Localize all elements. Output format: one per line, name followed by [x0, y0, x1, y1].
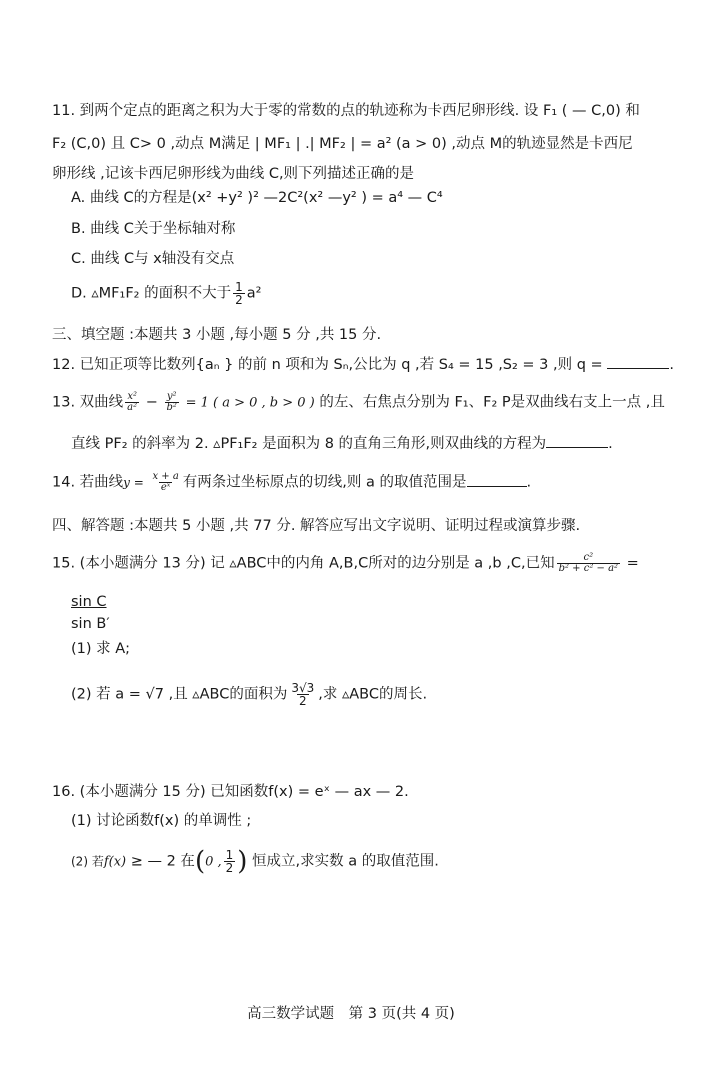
q13-condition: = 1 ( a > 0 , b > 0 ): [185, 395, 315, 411]
q15-part1: (1) 求 A;: [71, 641, 131, 657]
q15-sin-b: sin B′: [71, 616, 110, 632]
fraction-numerator: c²: [583, 552, 594, 563]
q12-line: [52, 355, 674, 375]
fraction-denominator: eˣ: [160, 482, 171, 493]
section-4-heading: 四、解答题 :本题共 5 小题 ,共 77 分. 解答应写出文字说明、证明过程或演算步骤.: [52, 518, 581, 534]
close-paren: ): [237, 846, 248, 877]
q11-option-b: B. 曲线 C关于坐标轴对称: [71, 221, 236, 237]
q13-answer-blank[interactable]: [546, 435, 608, 448]
q15-line1: [52, 553, 639, 574]
q14-fraction: [150, 472, 180, 493]
page-footer: 高三数学试题 第 3 页(共 4 页): [247, 1006, 455, 1022]
fraction-denominator: 2: [225, 861, 234, 875]
q11-option-d-fraction: [233, 281, 245, 306]
q14-answer-blank[interactable]: [467, 478, 527, 487]
fraction-denominator: b² + c² − a²: [558, 563, 619, 574]
fraction-denominator: 2: [235, 293, 243, 307]
q15-fraction: [557, 553, 620, 574]
fraction-numerator: x²: [127, 391, 137, 402]
fraction-denominator: a²: [127, 402, 138, 413]
q14-y: y =: [123, 475, 144, 490]
q15-part2-tail: ,求 ▵ABC的周长.: [318, 686, 428, 703]
q16-part2-fraction: [224, 849, 236, 874]
q11-option-d: [71, 281, 261, 306]
fraction-denominator: 2: [298, 694, 307, 708]
q14-end: .: [526, 474, 532, 491]
q13-line2-text: 直线 PF₂ 的斜率为 2. ▵PF₁F₂ 是面积为 8 的直角三角形,则双曲线的方程为: [71, 436, 547, 452]
q11-line3: 卵形线 ,记该卡西尼卵形线为曲线 C,则下列描述正确的是: [52, 166, 415, 182]
q12-text: 12. 已知正项等比数列{aₙ } 的前 n 项和为 Sₙ,公比为 q ,若 S₄ = 15 ,S₂ = 3 ,则 q =: [52, 357, 603, 373]
q13-line1: [52, 392, 665, 414]
fraction-numerator: x + a: [152, 471, 179, 482]
fraction-numerator: 3√3: [291, 681, 315, 695]
section-3-heading: 三、填空题 :本题共 3 小题 ,每小题 5 分 ,共 15 分.: [52, 327, 382, 343]
q16-part2-tail: 恒成立,求实数 a 的取值范围.: [252, 853, 439, 870]
q15-equals: =: [626, 555, 639, 572]
q13-line2: [71, 434, 613, 454]
fraction-numerator: 1: [225, 848, 234, 862]
q16-part2-mid: ≥ — 2 在: [130, 853, 195, 870]
q12-end: .: [669, 357, 674, 373]
q12-answer-blank[interactable]: [607, 356, 669, 369]
fraction-denominator: b²: [166, 402, 177, 413]
q16-part2-pre: (2) 若: [71, 854, 104, 869]
fraction-numerator: 1: [235, 280, 243, 294]
q15-part2-fraction: [289, 682, 316, 707]
q13-minus: −: [145, 394, 158, 411]
q13-pre: 13. 双曲线: [52, 394, 124, 411]
q11-option-d-text: D. ▵MF₁F₂ 的面积不大于: [71, 285, 232, 302]
q13-post: 的左、右焦点分别为 F₁、F₂ P是双曲线右支上一点 ,且: [319, 394, 665, 411]
q16-part2-fx: f(x): [103, 854, 127, 870]
q13-fraction-y: [165, 392, 179, 413]
q16-part1: (1) 讨论函数f(x) 的单调性 ;: [71, 813, 252, 829]
q16-line1: 16. (本小题满分 15 分) 已知函数f(x) = eˣ — ax — 2.: [52, 784, 409, 800]
q11-line2: F₂ (C,0) 且 C> 0 ,动点 M满足 | MF₁ | .| MF₂ | = a² (a > 0) ,动点 M的轨迹显然是卡西尼: [52, 136, 633, 152]
q13-end: .: [608, 436, 613, 452]
q14-line: [52, 472, 531, 493]
q16-part2-zero: 0 ,: [205, 854, 222, 870]
q15-part2: [71, 682, 427, 707]
q13-fraction-x: [125, 392, 139, 413]
q11-option-c: C. 曲线 C与 x轴没有交点: [71, 251, 235, 267]
q15-pre: 15. (本小题满分 13 分) 记 ▵ABC中的内角 A,B,C所对的边分别是 a ,b ,C,已知: [52, 555, 555, 572]
q15-sin-c: sin C: [71, 594, 107, 610]
q16-part2: [71, 846, 439, 877]
q11-line1: 11. 到两个定点的距离之积为大于零的常数的点的轨迹称为卡西尼卵形线. 设 F₁ ( — C,0) 和: [52, 103, 640, 119]
q14-post: 有两条过坐标原点的切线,则 a 的取值范围是: [182, 474, 467, 491]
q14-pre: 14. 若曲线: [52, 474, 124, 491]
fraction-numerator: y²: [166, 391, 177, 402]
open-paren: (: [194, 846, 206, 877]
q15-part2-text: (2) 若 a = √7 ,且 ▵ABC的面积为: [71, 686, 288, 703]
q11-option-d-tail: a²: [246, 285, 262, 302]
q11-option-a: A. 曲线 C的方程是(x² +y² )² —2C²(x² —y² ) = a⁴ — C⁴: [71, 190, 443, 206]
